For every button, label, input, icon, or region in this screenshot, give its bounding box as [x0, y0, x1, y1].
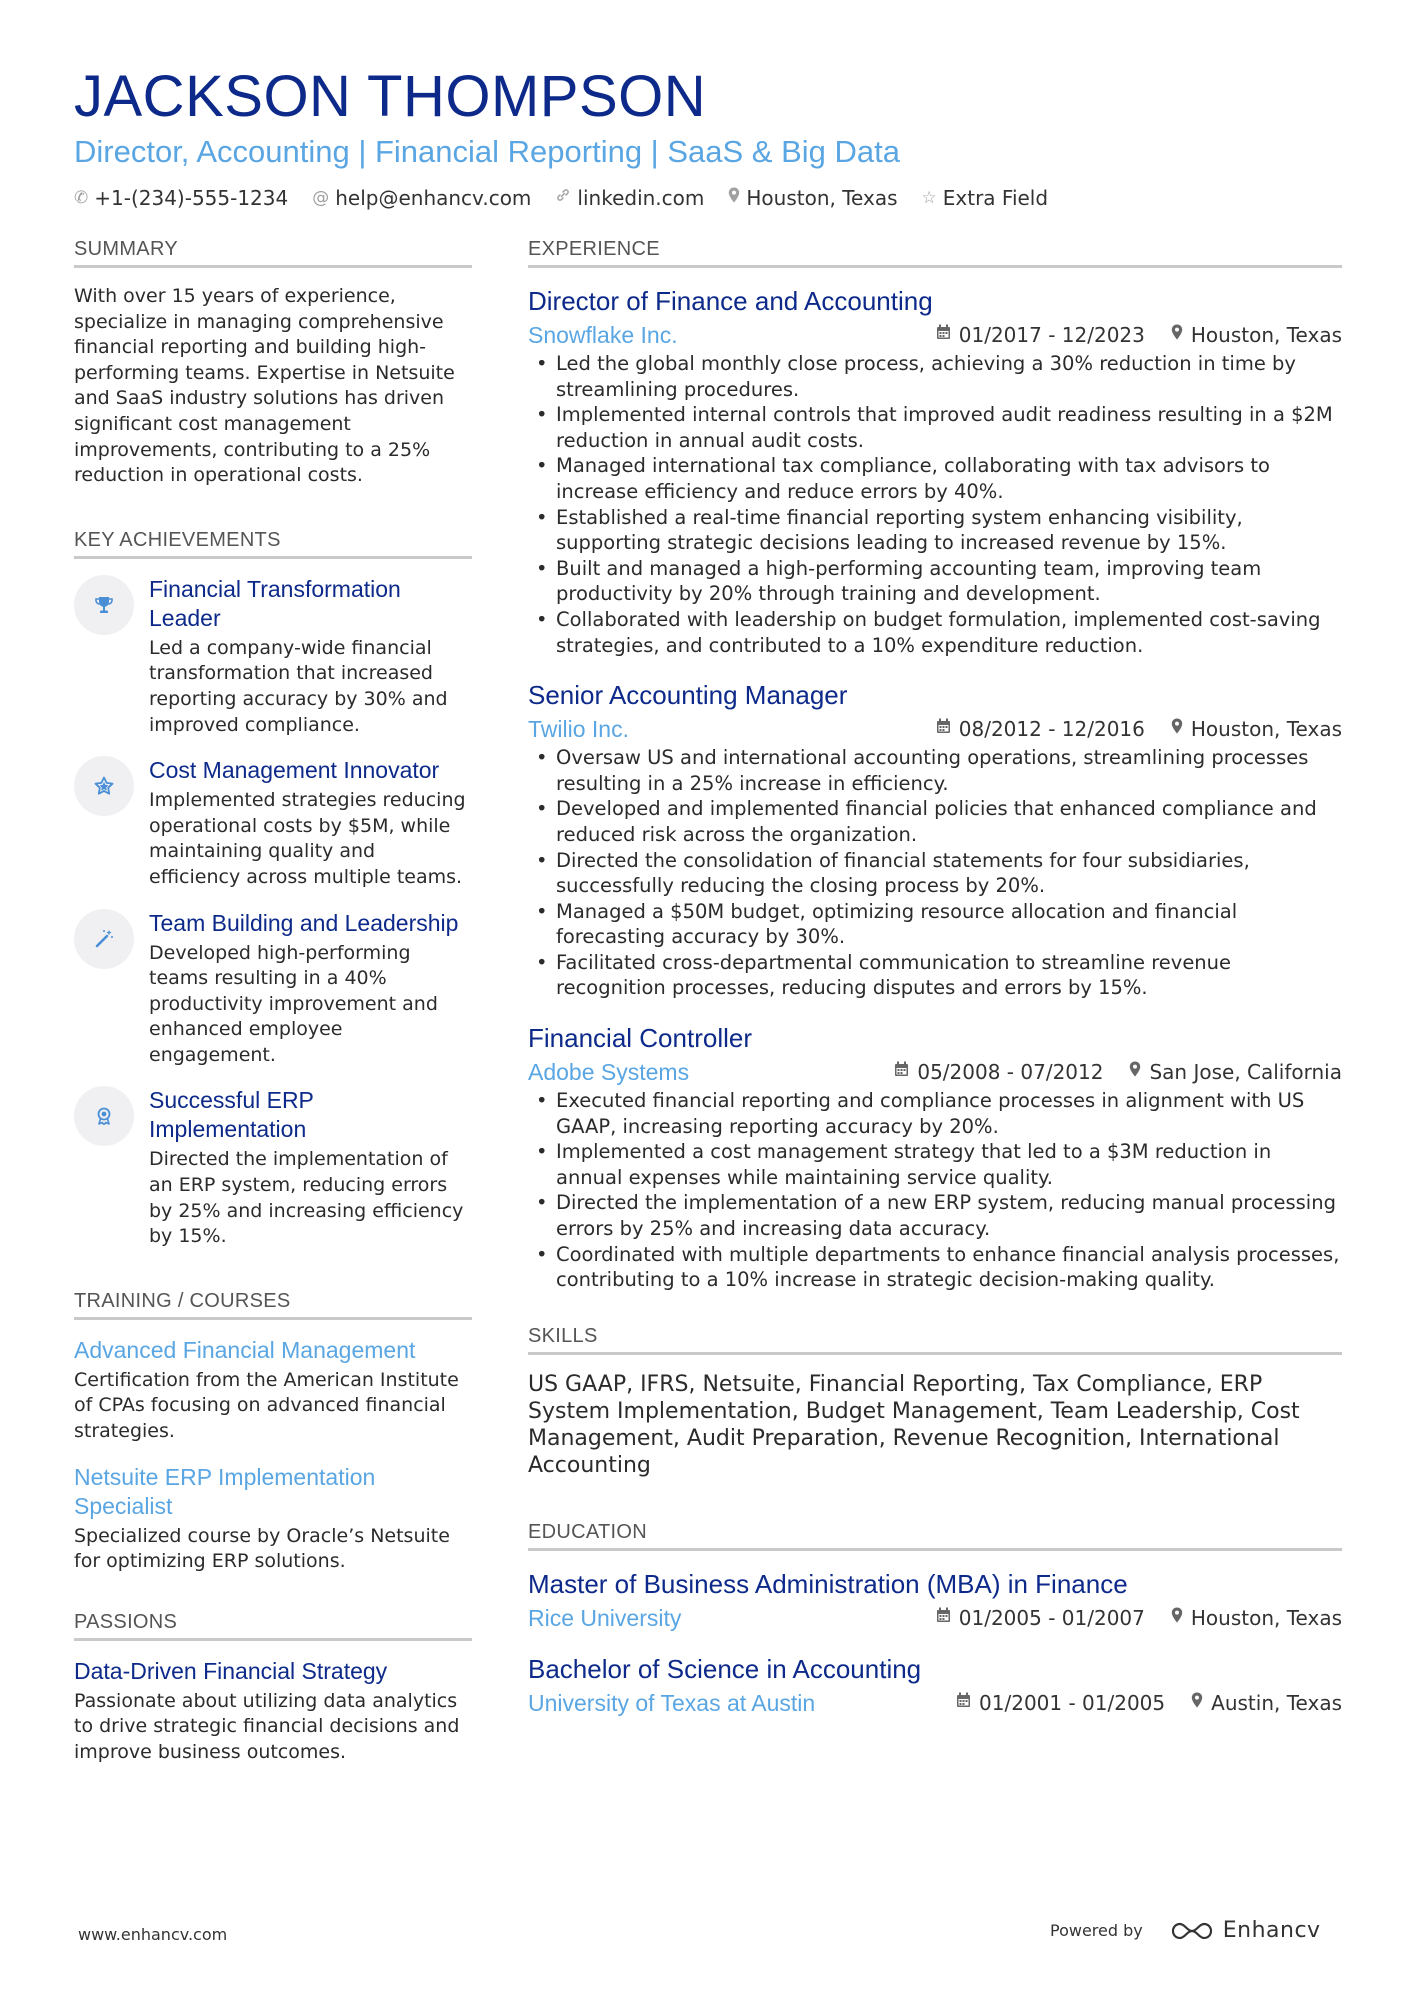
location-icon — [1129, 1058, 1141, 1086]
job-bullets — [528, 745, 1342, 1001]
achievement-item — [74, 1086, 472, 1249]
contact-linkedin[interactable] — [555, 184, 704, 212]
powered-by-text: Powered by — [1050, 1921, 1143, 1940]
magic-wand-icon — [74, 909, 134, 969]
education-dates-text: 01/2005 - 01/2007 — [958, 1605, 1145, 1630]
experience-section — [528, 236, 1342, 1293]
right-column — [528, 236, 1342, 1737]
job-dates — [936, 321, 1145, 349]
contact-email[interactable] — [312, 184, 531, 212]
calendar-icon — [936, 321, 951, 349]
course-desc: Certification from the American Institute of CPAs focusing on advanced financial strategies. — [74, 1368, 459, 1443]
summary-section — [74, 236, 472, 489]
summary-text: With over 15 years of experience, specialize in managing comprehensive financial reporting and building high-performing teams. Expertise in Netsuite and SaaS industry solutions has driven significant cost management improvements, contributing to a 25% reduction in operational costs. — [74, 285, 455, 487]
course-title: Advanced Financial Management — [74, 1336, 416, 1363]
contact-bar — [74, 184, 1344, 212]
link-icon — [555, 184, 571, 212]
job-bullet: • Managed international tax compliance, collaborating with tax advisors to increase efficiency and reduce errors by 40%. — [528, 453, 1342, 504]
school-name: University of Texas at Austin — [528, 1689, 816, 1716]
contact-phone[interactable] — [74, 184, 288, 212]
company-name: Twilio Inc. — [528, 716, 629, 743]
footer-website[interactable]: www.enhancv.com — [78, 1925, 228, 1944]
achievement-title: Successful ERP Implementation — [149, 1087, 314, 1143]
job-bullets — [528, 351, 1342, 658]
award-icon — [74, 1086, 134, 1146]
job-bullet: • Implemented a cost management strategy that led to a $3M reduction in annual expenses while maintaining service quality. — [528, 1139, 1342, 1190]
education-dates-text: 01/2001 - 01/2005 — [979, 1690, 1166, 1715]
education-entry — [528, 1652, 1342, 1717]
job-dates-text: 08/2012 - 12/2016 — [958, 717, 1145, 742]
candidate-name: JACKSON THOMPSON — [74, 64, 707, 129]
calendar-icon — [956, 1689, 971, 1717]
job-bullet: • Collaborated with leadership on budget formulation, implemented cost-saving strategies, and contributed to a 10% expenditure reduction. — [528, 607, 1342, 658]
job-bullet: • Facilitated cross-departmental communication to streamline revenue recognition processes, reducing disputes and errors by 15%. — [528, 950, 1342, 1001]
education-location — [1191, 1689, 1342, 1717]
company-name: Adobe Systems — [528, 1059, 690, 1086]
job-bullet: • Directed the implementation of a new ERP system, reducing manual processing errors by 25% and increasing data accuracy. — [528, 1190, 1342, 1241]
achievement-title: Cost Management Innovator — [149, 757, 440, 784]
trophy-icon — [74, 575, 134, 635]
achievement-item — [74, 909, 472, 1069]
education-dates — [956, 1689, 1165, 1717]
left-column — [74, 236, 472, 1766]
candidate-headline: Director, Accounting | Financial Reporting | SaaS & Big Data — [74, 134, 900, 169]
job-entry — [528, 1021, 1342, 1293]
achievement-item — [74, 756, 472, 890]
course-item — [74, 1336, 472, 1445]
job-meta — [528, 1058, 1342, 1086]
job-bullet: • Managed a $50M budget, optimizing resource allocation and financial forecasting accuracy by 30%. — [528, 899, 1342, 950]
contact-location — [728, 184, 897, 212]
contact-email-text: help@enhancv.com — [335, 186, 532, 210]
contact-linkedin-text: linkedin.com — [577, 186, 705, 210]
education-entry — [528, 1567, 1342, 1632]
brand-name: Enhancv — [1222, 1918, 1321, 1943]
job-dates-text: 01/2017 - 12/2023 — [958, 323, 1145, 347]
job-bullet: • Oversaw US and international accounting operations, streamlining processes resulting in a 25% increase in efficiency. — [528, 745, 1342, 796]
passion-title: Data-Driven Financial Strategy — [74, 1657, 388, 1684]
at-icon: @ — [312, 188, 330, 208]
job-bullet: • Executed financial reporting and compliance processes in alignment with US GAAP, increasing reporting accuracy by 20%. — [528, 1088, 1342, 1139]
job-location — [1171, 321, 1342, 349]
job-entry — [528, 678, 1342, 1001]
star-icon — [74, 756, 134, 816]
education-heading: EDUCATION — [528, 1519, 1342, 1551]
summary-heading: SUMMARY — [74, 236, 472, 268]
resume-header — [74, 62, 1344, 212]
location-icon — [1171, 715, 1183, 743]
skills-heading: SKILLS — [528, 1323, 1342, 1355]
education-dates — [936, 1604, 1145, 1632]
achievement-title: Team Building and Leadership — [149, 909, 459, 936]
contact-extra-text: Extra Field — [942, 186, 1049, 210]
passion-desc: Passionate about utilizing data analytics to drive strategic financial decisions and improve business outcomes. — [74, 1689, 460, 1763]
job-location-text: Houston, Texas — [1190, 323, 1342, 347]
experience-heading: EXPERIENCE — [528, 236, 1342, 268]
passions-section — [74, 1609, 472, 1766]
degree-title: Bachelor of Science in Accounting — [528, 1653, 922, 1684]
degree-title: Master of Business Administration (MBA) in Finance — [528, 1568, 1128, 1599]
achievement-desc: Led a company-wide financial transformation that increased reporting accuracy by 30% and improved compliance. — [149, 636, 448, 736]
job-bullet: • Developed and implemented financial policies that enhanced compliance and reduced risk across the organization. — [528, 796, 1342, 847]
course-desc: Specialized course by Oracle’s Netsuite for optimizing ERP solutions. — [74, 1524, 450, 1573]
job-bullet: • Established a real-time financial reporting system enhancing visibility, supporting strategic decisions leading to increased revenue by 15%. — [528, 505, 1342, 556]
training-heading: TRAINING / COURSES — [74, 1288, 472, 1320]
location-icon — [1171, 1604, 1183, 1632]
job-bullet: • Coordinated with multiple departments to enhance financial analysis processes, contributing to a 10% increase in strategic decision-making quality. — [528, 1242, 1342, 1293]
achievements-heading: KEY ACHIEVEMENTS — [74, 527, 472, 559]
passions-heading: PASSIONS — [74, 1609, 472, 1641]
star-icon: ☆ — [921, 188, 937, 208]
job-bullet: • Directed the consolidation of financial statements for four subsidiaries, successfully reducing the closing process by 20%. — [528, 848, 1342, 899]
job-location — [1129, 1058, 1342, 1086]
contact-extra — [922, 184, 1049, 212]
skills-section — [528, 1323, 1342, 1479]
course-item — [74, 1463, 472, 1575]
company-name: Snowflake Inc. — [528, 322, 678, 348]
calendar-icon — [936, 1604, 951, 1632]
location-icon — [1191, 1689, 1203, 1717]
job-location-text: Houston, Texas — [1190, 717, 1342, 742]
school-name: Rice University — [528, 1604, 682, 1631]
phone-icon: ✆ — [74, 188, 89, 208]
achievement-desc: Directed the implementation of an ERP system, reducing errors by 25% and increasing efficiency by 15%. — [149, 1148, 464, 1248]
achievement-desc: Developed high-performing teams resulting in a 40% productivity improvement and enhanced employee engagement. — [149, 941, 438, 1066]
achievements-section — [74, 527, 472, 1250]
training-section — [74, 1288, 472, 1575]
job-location — [1171, 715, 1342, 743]
passion-item — [74, 1657, 472, 1766]
course-title: Netsuite ERP Implementation Specialist — [74, 1463, 376, 1519]
calendar-icon — [894, 1058, 909, 1086]
job-bullet: • Built and managed a high-performing accounting team, improving team productivity by 20% through training and development. — [528, 556, 1342, 607]
skills-text: US GAAP, IFRS, Netsuite, Financial Reporting, Tax Compliance, ERP System Implementation, Budget Management, Team Leadership, Cost Management, Audit Preparation, Revenue Recognition, International Accounting — [528, 1371, 1300, 1478]
job-dates — [894, 1058, 1103, 1086]
job-meta — [528, 715, 1342, 743]
job-location-text: San Jose, California — [1149, 1060, 1342, 1085]
contact-phone-text: +1-(234)-555-1234 — [94, 186, 289, 210]
job-bullet: • Led the global monthly close process, achieving a 30% reduction in time by streamlining procedures. — [528, 351, 1342, 402]
job-title: Director of Finance and Accounting — [528, 286, 933, 316]
achievement-title: Financial Transformation Leader — [149, 575, 401, 631]
education-section — [528, 1519, 1342, 1717]
achievement-item — [74, 575, 472, 738]
calendar-icon — [936, 715, 951, 743]
job-bullet: • Implemented internal controls that improved audit readiness resulting in a $2M reduction in annual audit costs. — [528, 402, 1342, 453]
education-location — [1171, 1604, 1342, 1632]
education-location-text: Houston, Texas — [1190, 1605, 1342, 1630]
job-title: Financial Controller — [528, 1023, 752, 1054]
job-title: Senior Accounting Manager — [528, 680, 848, 711]
location-icon — [1171, 321, 1183, 349]
education-meta — [528, 1604, 1342, 1632]
enhancv-logo[interactable] — [1169, 1918, 1321, 1943]
education-location-text: Austin, Texas — [1211, 1690, 1342, 1715]
job-entry — [528, 284, 1342, 658]
job-dates — [936, 715, 1145, 743]
education-meta — [528, 1689, 1342, 1717]
job-dates-text: 05/2008 - 07/2012 — [917, 1060, 1104, 1085]
job-meta — [528, 321, 1342, 349]
contact-location-text: Houston, Texas — [746, 186, 898, 210]
job-bullets — [528, 1088, 1342, 1293]
achievement-desc: Implemented strategies reducing operational costs by $5M, while maintaining quality and efficiency across multiple teams. — [149, 789, 466, 888]
location-icon — [728, 184, 740, 212]
enhancv-logo-icon — [1169, 1919, 1215, 1943]
footer-branding — [1050, 1918, 1321, 1943]
